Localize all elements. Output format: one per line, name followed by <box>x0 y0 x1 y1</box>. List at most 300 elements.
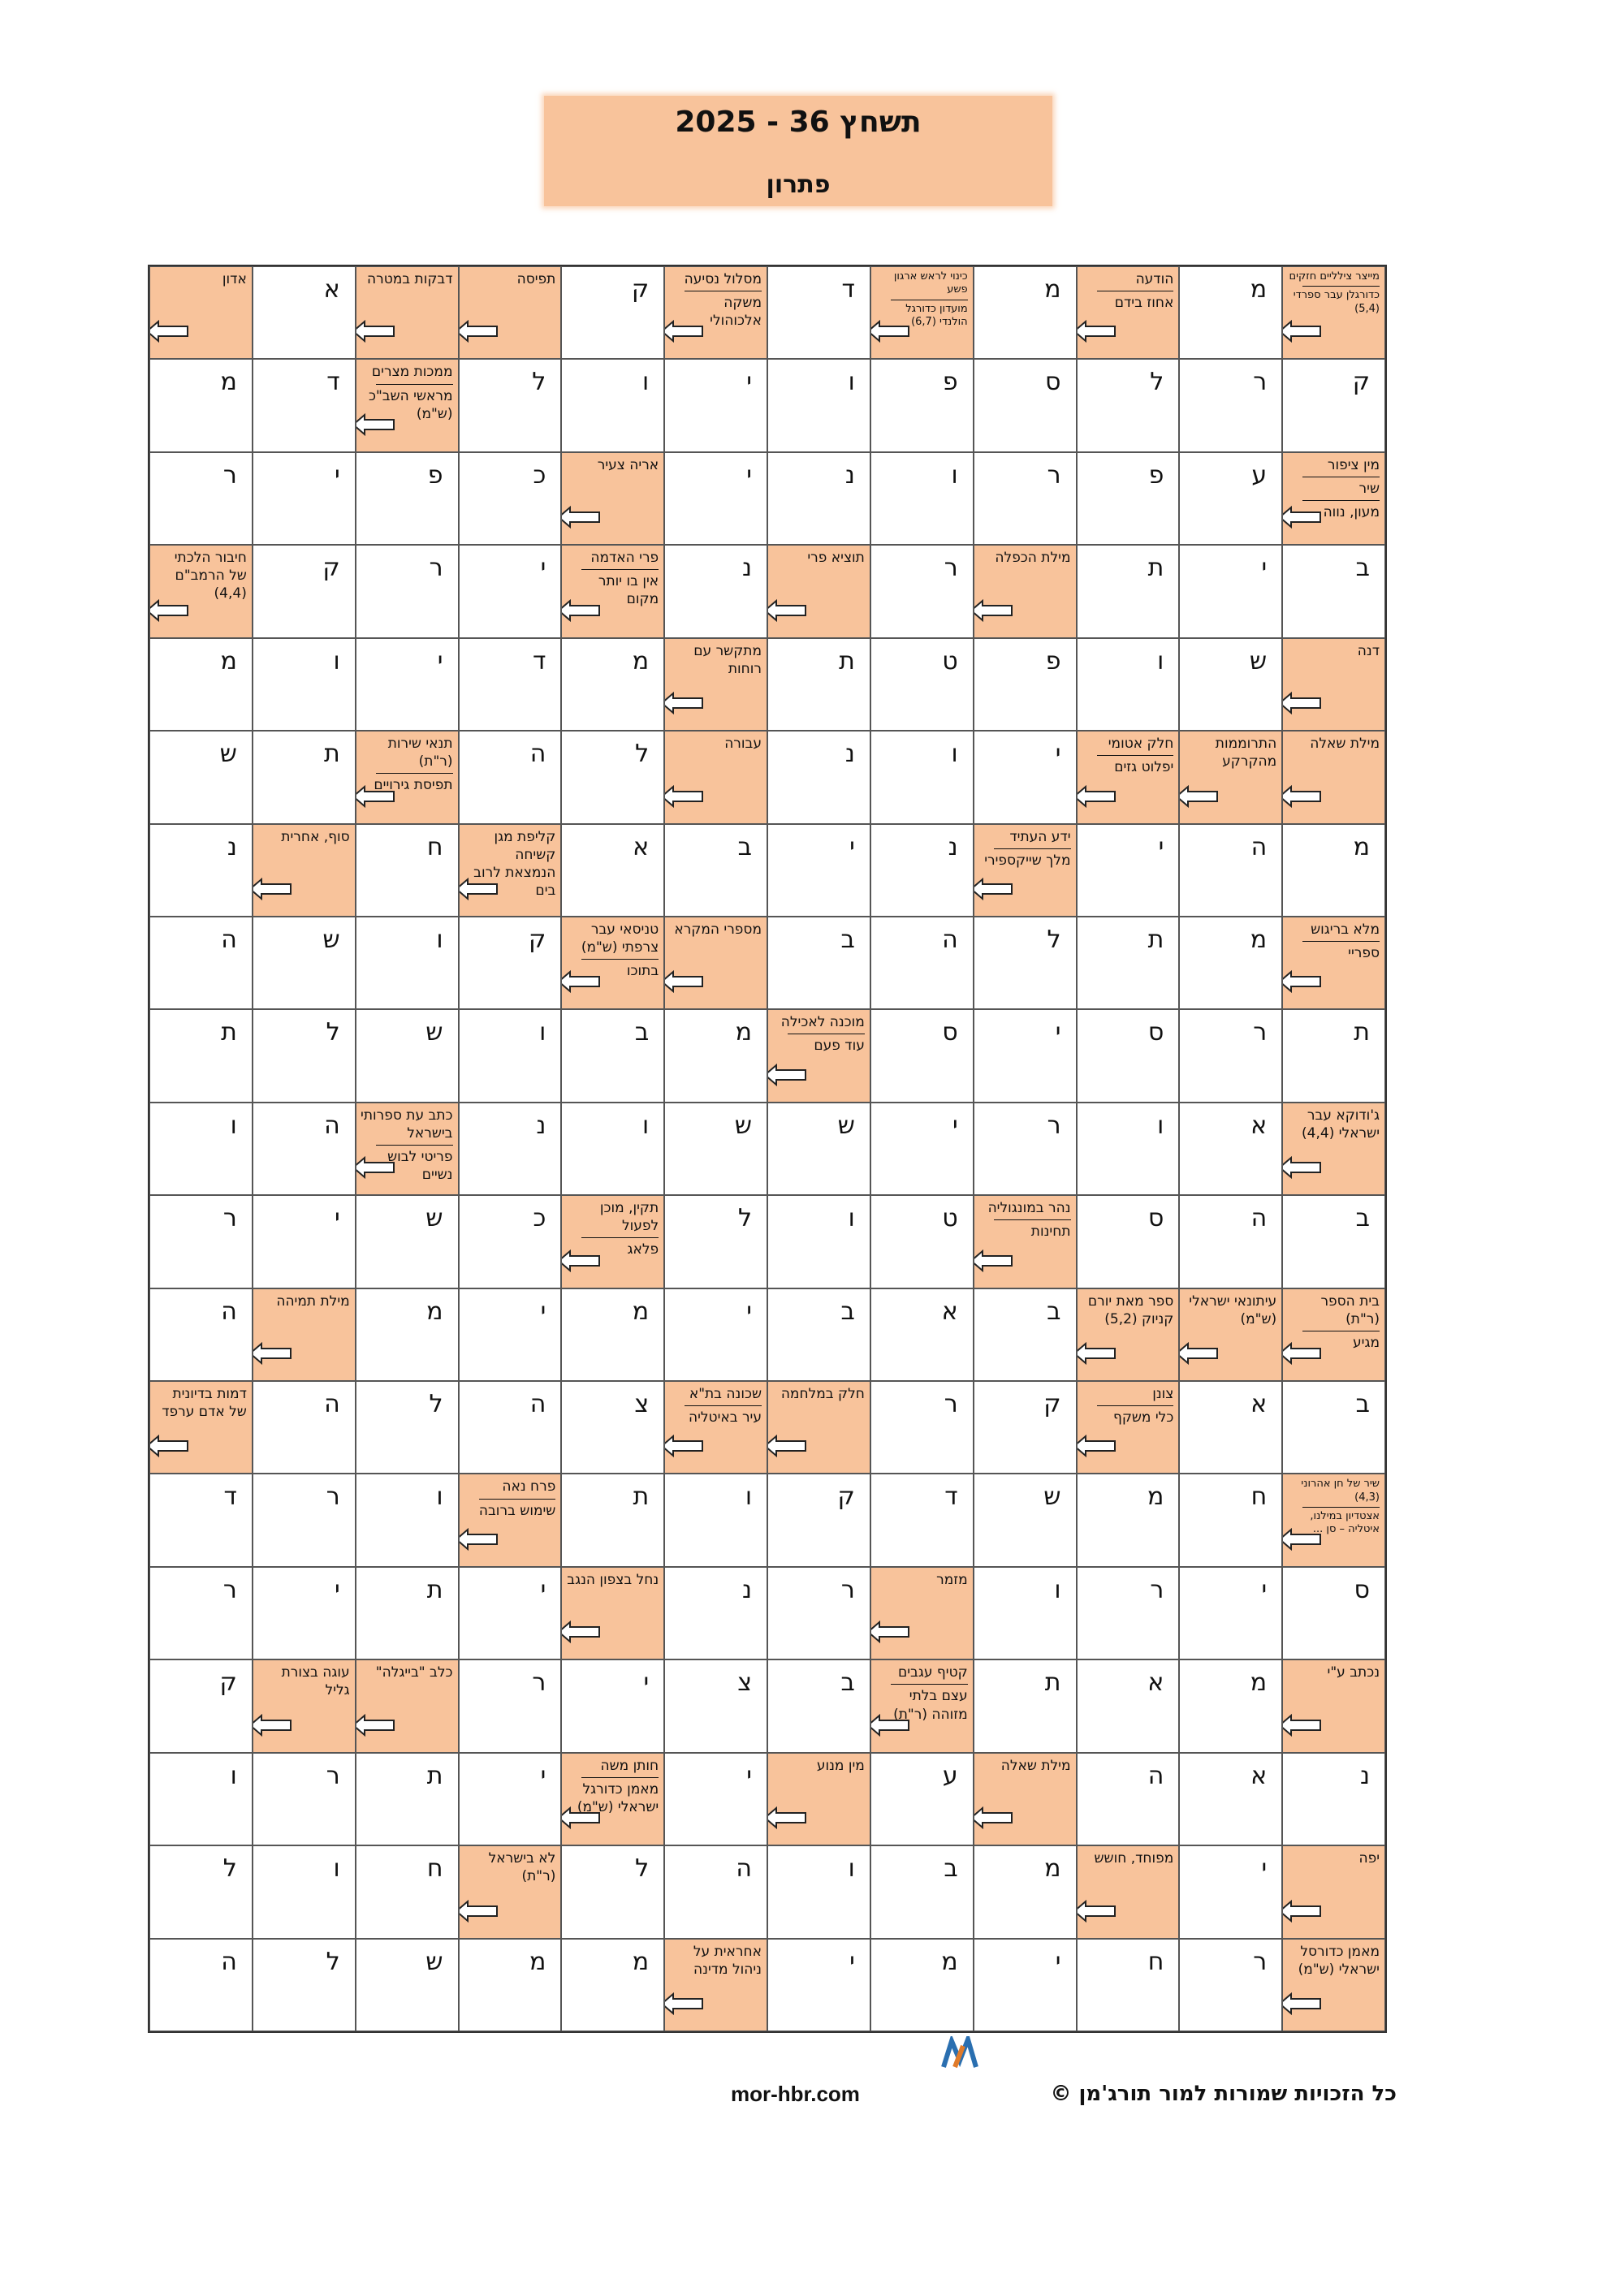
clue-text <box>153 270 247 288</box>
letter-text: ד <box>223 1482 237 1512</box>
clue-part: מילת שאלה <box>1310 736 1380 753</box>
letter-text: ק <box>1043 1390 1061 1419</box>
clue-part: קליפת מגן קשיחה הנמצאת לרוב בים <box>473 828 556 899</box>
title-box <box>544 96 1052 206</box>
clue-arrow-icon <box>253 877 292 901</box>
letter-cell <box>664 359 767 451</box>
letter-cell <box>459 638 562 731</box>
clue-arrow-icon <box>561 1806 601 1830</box>
letter-cell <box>664 1195 767 1288</box>
clue-separator <box>1097 755 1174 756</box>
letter-cell <box>870 1195 974 1288</box>
letter-text: ה <box>221 925 237 954</box>
clue-separator <box>581 1237 659 1238</box>
clue-part: אחוז בידם <box>1114 295 1174 312</box>
letter-text: א <box>633 832 650 861</box>
clue-part: כלב "בייגלה" <box>375 1664 453 1681</box>
clue-arrow-icon <box>253 1341 292 1366</box>
clue-text <box>1183 1293 1276 1328</box>
clue-arrow-icon <box>356 784 395 809</box>
letter-text: ר <box>532 1668 546 1698</box>
letter-text: ב <box>1355 1390 1370 1419</box>
letter-text: מ <box>632 1947 650 1976</box>
letter-text: ר <box>326 1482 340 1512</box>
letter-cell <box>767 359 870 451</box>
letter-text: ק <box>529 925 546 954</box>
letter-text: ל <box>1047 925 1061 954</box>
letter-cell <box>974 917 1077 1009</box>
clue-arrow-icon <box>1282 319 1322 343</box>
letter-cell <box>561 1103 664 1195</box>
letter-text: ח <box>426 832 443 861</box>
letter-cell <box>1179 1753 1282 1845</box>
letter-text: ה <box>221 1947 237 1976</box>
letter-cell <box>253 1753 356 1845</box>
letter-cell <box>253 266 356 359</box>
letter-cell <box>356 1845 459 1938</box>
clue-arrow-icon <box>1179 1341 1219 1366</box>
letter-text: ד <box>532 646 546 675</box>
letter-text: א <box>323 275 340 304</box>
clue-text <box>668 1943 762 1979</box>
clue-arrow-icon <box>149 1434 189 1458</box>
clue-arrow-icon <box>870 319 910 343</box>
letter-cell <box>1282 1753 1385 1845</box>
clue-cell <box>1282 1103 1385 1195</box>
clue-part: מילת תמיהה <box>276 1293 350 1310</box>
clue-cell <box>664 1381 767 1474</box>
website-link[interactable]: mor-hbr.com <box>731 2082 860 2106</box>
clue-arrow-icon <box>664 319 704 343</box>
letter-text: א <box>1250 1111 1268 1140</box>
clue-part: ספריי <box>1348 945 1380 962</box>
letter-text: י <box>1055 1947 1061 1976</box>
letter-text: י <box>334 1575 340 1604</box>
clue-arrow-icon <box>767 598 807 623</box>
letter-text: ש <box>1043 1482 1061 1512</box>
letter-text: מ <box>1147 1482 1164 1512</box>
clue-text <box>565 1571 659 1589</box>
letter-text: י <box>1055 740 1061 769</box>
letter-text: צ <box>737 1668 752 1698</box>
letter-text: ס <box>1147 1204 1164 1233</box>
clue-part: עיר באיטליה <box>688 1409 762 1426</box>
clue-part: תפיסת גירויים <box>374 777 453 794</box>
puzzle-subtitle: פתרון <box>766 170 831 199</box>
letter-text: ש <box>425 1018 443 1047</box>
clue-cell <box>253 1659 356 1752</box>
letter-text: ו <box>436 925 443 954</box>
letter-cell <box>149 917 253 1009</box>
letter-text: ר <box>1047 460 1061 490</box>
clue-part: אחראית על ניהול מדינה <box>693 1943 762 1978</box>
letter-text: ע <box>942 1761 958 1790</box>
letter-cell <box>356 638 459 731</box>
clue-part: עוד פעם <box>814 1038 865 1055</box>
clue-separator <box>1302 500 1380 501</box>
clue-part: כינוי לראש ארגון פשע <box>893 270 968 296</box>
letter-text: ר <box>1253 368 1268 397</box>
letter-cell <box>1077 1103 1180 1195</box>
clue-text <box>1081 1385 1174 1426</box>
clue-text <box>771 1757 865 1775</box>
letter-cell <box>1179 824 1282 917</box>
letter-text: ר <box>222 1575 237 1604</box>
letter-cell <box>356 1474 459 1566</box>
letter-cell <box>1077 917 1180 1009</box>
letter-cell <box>1077 452 1180 545</box>
letter-cell <box>459 545 562 637</box>
letter-cell <box>1179 917 1282 1009</box>
clue-cell <box>149 1381 253 1474</box>
clue-text <box>1286 735 1380 753</box>
letter-cell <box>664 1845 767 1938</box>
letter-cell <box>356 1195 459 1288</box>
clue-text <box>463 1478 556 1519</box>
clue-part: נחל בצפון הנגב <box>567 1571 659 1588</box>
letter-text: ח <box>426 1854 443 1884</box>
letter-text: י <box>540 1761 546 1790</box>
letter-text: י <box>849 1947 855 1976</box>
letter-text: מ <box>735 1018 752 1047</box>
letter-cell <box>1282 1195 1385 1288</box>
clue-cell <box>1077 731 1180 823</box>
letter-cell <box>767 731 870 823</box>
letter-cell <box>664 1288 767 1381</box>
letter-cell <box>767 1567 870 1659</box>
clue-cell <box>664 638 767 731</box>
letter-text: ו <box>436 1482 443 1512</box>
clue-cell <box>974 1195 1077 1288</box>
clue-text <box>153 549 247 602</box>
clue-cell <box>356 1103 459 1195</box>
letter-text: מ <box>1044 275 1061 304</box>
letter-cell <box>664 1753 767 1845</box>
letter-text: ב <box>1355 554 1370 583</box>
footer <box>731 2077 1397 2113</box>
clue-separator <box>376 1145 453 1146</box>
letter-text: י <box>1261 1575 1268 1604</box>
clue-part: שיר של חן אהרוני (4,3) <box>1301 1478 1380 1504</box>
letter-cell <box>253 1381 356 1474</box>
clue-text <box>1286 642 1380 660</box>
letter-cell <box>1282 545 1385 637</box>
clue-part: ממכות מצרים <box>371 364 453 381</box>
letter-cell <box>1179 1845 1282 1938</box>
clue-cell <box>253 1288 356 1381</box>
letter-cell <box>767 824 870 917</box>
letter-text: ב <box>634 1018 650 1047</box>
clue-cell <box>1077 1381 1180 1474</box>
letter-text: צ <box>634 1390 650 1419</box>
clue-arrow-icon <box>974 1806 1013 1830</box>
clue-part: מספרי המקרא <box>674 921 762 938</box>
letter-cell <box>767 1939 870 2031</box>
letter-cell <box>974 1381 1077 1474</box>
letter-cell <box>767 917 870 1009</box>
letter-text: כ <box>533 460 546 490</box>
clue-text <box>771 549 865 567</box>
letter-text: ס <box>942 1018 958 1047</box>
letter-cell <box>149 1845 253 1938</box>
clue-text <box>668 921 762 939</box>
clue-arrow-icon <box>870 1713 910 1737</box>
clue-arrow-icon <box>1179 784 1219 809</box>
letter-text: ו <box>745 1482 752 1512</box>
letter-text: מ <box>632 1297 650 1326</box>
letter-cell <box>1077 1195 1180 1288</box>
clue-part: מתקשר עם רוחות <box>693 642 762 677</box>
clue-separator <box>581 569 659 570</box>
letter-text: ו <box>333 646 340 675</box>
letter-text: ס <box>1045 368 1061 397</box>
letter-cell <box>1179 545 1282 637</box>
letter-text: ל <box>737 1204 752 1233</box>
letter-cell <box>253 1103 356 1195</box>
letter-text: ש <box>1249 646 1268 675</box>
clue-separator <box>1302 1507 1380 1508</box>
clue-arrow-icon <box>1077 1341 1116 1366</box>
letter-cell <box>149 1195 253 1288</box>
clue-part: יפה <box>1358 1850 1380 1867</box>
clue-arrow-icon <box>561 598 601 623</box>
letter-cell <box>253 1474 356 1566</box>
clue-arrow-icon <box>1077 319 1116 343</box>
clue-separator <box>1302 286 1380 287</box>
letter-text: י <box>334 460 340 490</box>
letter-cell <box>870 452 974 545</box>
letter-cell <box>459 1659 562 1752</box>
clue-part: מילת שאלה <box>1000 1757 1071 1774</box>
clue-cell <box>1282 1939 1385 2031</box>
letter-text: מ <box>529 1947 546 1976</box>
letter-text: י <box>746 1297 752 1326</box>
clue-text <box>668 735 762 753</box>
letter-text: ל <box>635 740 650 769</box>
letter-text: ו <box>951 740 958 769</box>
clue-part: שימוש ברובה <box>478 1502 556 1519</box>
letter-text: ל <box>635 1854 650 1884</box>
clue-arrow-icon <box>459 877 499 901</box>
letter-text: ט <box>942 646 958 675</box>
clue-cell <box>356 359 459 451</box>
clue-cell <box>1282 452 1385 545</box>
clue-part: מאמן כדורגל ישראלי (ש"מ) <box>577 1780 659 1815</box>
letter-cell <box>1179 359 1282 451</box>
letter-text: ר <box>429 554 443 583</box>
letter-text: נ <box>227 832 237 861</box>
clue-arrow-icon <box>767 1434 807 1458</box>
clue-cell <box>459 1845 562 1938</box>
clue-cell <box>561 545 664 637</box>
clue-arrow-icon <box>459 319 499 343</box>
copyright-text: כל הזכויות שמורות למור תורג'מן © <box>1050 2082 1397 2106</box>
letter-cell <box>1282 824 1385 917</box>
letter-text: ל <box>326 1018 340 1047</box>
letter-cell <box>253 1845 356 1938</box>
clue-part: תקין, מוכן לפעול <box>599 1200 659 1235</box>
letter-text: כ <box>533 1204 546 1233</box>
letter-text: ו <box>641 368 650 397</box>
letter-text: ה <box>1250 832 1268 861</box>
letter-cell <box>974 1103 1077 1195</box>
letter-text: ה <box>1250 1204 1268 1233</box>
clue-part: יפלוט גזים <box>1114 759 1174 776</box>
letter-cell <box>253 1939 356 2031</box>
clue-arrow-icon <box>561 969 601 994</box>
letter-text: ב <box>840 1297 855 1326</box>
letter-text: י <box>540 1297 546 1326</box>
letter-text: ת <box>323 740 340 769</box>
clue-text <box>257 1293 350 1310</box>
letter-cell <box>561 638 664 731</box>
letter-cell <box>664 824 767 917</box>
clue-part: אדון <box>222 271 247 287</box>
clue-text <box>1081 270 1174 312</box>
clue-arrow-icon <box>664 691 704 715</box>
letter-text: נ <box>948 832 958 861</box>
letter-text: ה <box>942 925 958 954</box>
letter-cell <box>253 1009 356 1102</box>
clue-arrow-icon <box>459 1899 499 1923</box>
clue-arrow-icon <box>561 1249 601 1273</box>
letter-cell <box>253 1567 356 1659</box>
clue-arrow-icon <box>664 969 704 994</box>
clue-part: מפוחד, חושש <box>1094 1850 1174 1867</box>
letter-text: ר <box>1047 1111 1061 1140</box>
letter-text: ש <box>219 740 237 769</box>
letter-text: ר <box>840 1575 855 1604</box>
letter-cell <box>767 1845 870 1938</box>
clue-cell <box>1077 1845 1180 1938</box>
letter-cell <box>149 824 253 917</box>
letter-cell <box>149 359 253 451</box>
clue-cell <box>974 1753 1077 1845</box>
clue-cell <box>1282 917 1385 1009</box>
clue-text <box>153 1385 247 1421</box>
clue-cell <box>1077 1288 1180 1381</box>
letter-cell <box>1179 1103 1282 1195</box>
letter-text: ק <box>322 554 340 583</box>
letter-cell <box>149 1659 253 1752</box>
clue-part: קטיף עגבים <box>897 1664 968 1681</box>
clue-part: מאמן כדורסל ישראלי (ש"מ) <box>1298 1943 1380 1978</box>
letter-cell <box>149 1567 253 1659</box>
clue-part: מגיע <box>1353 1334 1380 1351</box>
letter-cell <box>664 545 767 637</box>
letter-text: י <box>1055 1018 1061 1047</box>
clue-part: התרוממות מהקרקע <box>1215 736 1277 770</box>
letter-text: ק <box>631 275 650 304</box>
clue-cell <box>767 545 870 637</box>
letter-cell <box>1077 1009 1180 1102</box>
letter-cell <box>974 1845 1077 1938</box>
letter-text: מ <box>1353 832 1370 861</box>
letter-text: י <box>540 1575 546 1604</box>
clue-text <box>978 1757 1071 1775</box>
letter-cell <box>767 1659 870 1752</box>
letter-text: ל <box>326 1947 340 1976</box>
letter-text: מ <box>1250 1668 1268 1698</box>
clue-text <box>1286 1664 1380 1681</box>
letter-cell <box>356 1939 459 2031</box>
clue-separator <box>1097 1405 1174 1406</box>
clue-arrow-icon <box>1282 505 1322 529</box>
letter-text: ד <box>326 368 340 397</box>
letter-cell <box>459 1939 562 2031</box>
letter-text: א <box>1250 1761 1268 1790</box>
logo-mark-icon <box>935 2036 984 2069</box>
clue-text <box>1286 921 1380 962</box>
letter-text: ק <box>1352 368 1370 397</box>
letter-cell <box>1077 1567 1180 1659</box>
clue-arrow-icon <box>1282 784 1322 809</box>
letter-cell <box>459 731 562 823</box>
clue-arrow-icon <box>1282 1899 1322 1923</box>
clue-separator <box>581 1777 659 1778</box>
letter-cell <box>974 1567 1077 1659</box>
letter-text: ת <box>1044 1668 1061 1698</box>
letter-text: ד <box>841 275 855 304</box>
letter-text: י <box>849 832 855 861</box>
clue-text <box>1286 1107 1380 1142</box>
letter-cell <box>561 359 664 451</box>
letter-text: ב <box>944 1854 958 1884</box>
letter-text: ו <box>848 1204 855 1233</box>
clue-cell <box>459 1474 562 1566</box>
clue-arrow-icon <box>356 1155 395 1180</box>
clue-part: מלך שייקספירי <box>984 852 1071 869</box>
letter-cell <box>561 1845 664 1938</box>
clue-text <box>978 828 1071 870</box>
clue-cell <box>767 1753 870 1845</box>
letter-cell <box>459 1195 562 1288</box>
letter-text: נ <box>741 1575 752 1604</box>
letter-text: ב <box>737 832 752 861</box>
letter-cell <box>974 638 1077 731</box>
letter-cell <box>1077 1659 1180 1752</box>
clue-cell <box>561 917 664 1009</box>
letter-text: י <box>334 1204 340 1233</box>
clue-part: בית הספר (ר"ת) <box>1320 1293 1380 1327</box>
letter-text: י <box>952 1111 958 1140</box>
letter-text: ר <box>944 1390 958 1419</box>
letter-cell <box>974 1474 1077 1566</box>
letter-cell <box>1282 1381 1385 1474</box>
letter-text: מ <box>1044 1854 1061 1884</box>
clue-separator <box>994 848 1071 849</box>
letter-cell <box>1077 1474 1180 1566</box>
letter-cell <box>1179 1474 1282 1566</box>
letter-cell <box>561 824 664 917</box>
clue-separator <box>581 959 659 960</box>
letter-text: מ <box>1250 925 1268 954</box>
clue-part: תוציא פרי <box>807 550 865 567</box>
letter-cell <box>459 1753 562 1845</box>
letter-text: ר <box>1150 1575 1164 1604</box>
clue-text <box>1081 735 1174 776</box>
letter-cell <box>1077 824 1180 917</box>
clue-text <box>978 1199 1071 1241</box>
clue-part: נהר במונגוליה <box>987 1200 1071 1217</box>
clue-part: מין מנוע <box>816 1757 865 1774</box>
letter-cell <box>1179 1567 1282 1659</box>
clue-arrow-icon <box>356 412 395 437</box>
clue-arrow-icon <box>561 1620 601 1644</box>
clue-cell <box>253 824 356 917</box>
letter-cell <box>561 1474 664 1566</box>
clue-arrow-icon <box>1077 1434 1116 1458</box>
